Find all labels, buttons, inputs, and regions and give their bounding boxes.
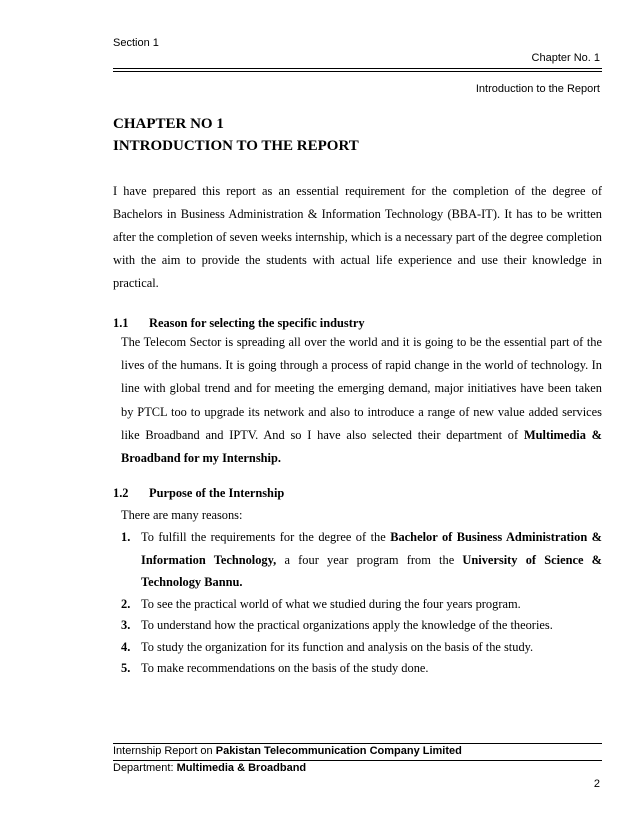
footer-report-line [113, 745, 462, 757]
footer-company: Pakistan Telecommunication Company Limited [215, 745, 462, 757]
footer-rule [113, 743, 602, 744]
footer-rule-thin [113, 760, 602, 761]
section-1-1-number: 1.1 [113, 316, 129, 330]
list-item-text: To make recommendations on the basis of the study done. [141, 661, 429, 675]
list-item [121, 594, 602, 616]
list-item-number: 3. [121, 618, 131, 632]
header-chapter: Chapter No. 1 [531, 52, 600, 64]
header-rule [113, 68, 602, 69]
chapter-title: INTRODUCTION TO THE REPORT [113, 138, 359, 154]
list-item [121, 526, 602, 594]
list-item-text: To fulfill the requirements for the degree of the [141, 530, 391, 544]
chapter-number: CHAPTER NO 1 [113, 116, 224, 132]
list-item [121, 637, 602, 659]
section-1-2-intro: There are many reasons: [121, 508, 243, 522]
section-1-2-title: Purpose of the Internship [149, 486, 285, 500]
list-item-number: 5. [121, 661, 131, 675]
list-item-number: 2. [121, 596, 131, 611]
list-item-text: To study the organization for its function and analysis on the basis of the study. [141, 639, 534, 654]
list-item-text: To see the practical world of what we studied during the four years program. [141, 596, 521, 611]
list-item-text: a four year program from the [276, 552, 463, 567]
list-item-text: To understand how the practical organizations apply the knowledge of the theories. [141, 618, 553, 632]
list-item-number: 4. [121, 639, 131, 654]
footer-report-label: Internship Report on [113, 745, 216, 757]
list-item [121, 615, 602, 637]
footer-department: Multimedia & Broadband [176, 762, 307, 774]
section-1-2-number: 1.2 [113, 486, 129, 500]
page-number: 2 [593, 778, 600, 790]
section-1-1-body [121, 331, 602, 470]
list-item-number: 1. [121, 530, 131, 544]
intro-paragraph: I have prepared this report as an essential requirement for the completion of the degree of Bachelors in Business Administration & Information Technology (BBA-IT). It has to be written after the completion of seven weeks internship, which is a necessary part of the degree completion with the aim to provide the students with actual life experience and use their knowledge in practical. [113, 184, 602, 290]
purpose-list [121, 526, 602, 680]
footer-department-line [113, 762, 306, 774]
header-rule-thin [113, 71, 602, 72]
footer-dept-label: Department: [113, 762, 177, 774]
section-1-1-text: The Telecom Sector is spreading all over the world and it is going to be the essential part of the lives of the humans. It is going through a process of rapid change in the world of technology. In line with global trend and for meeting the emerging demand, major initiatives have been taken by PTCL too to upgrade its network and also to introduce a range of new value added services like Broadband and IPTV. And so I have also selected their department of [121, 335, 602, 442]
header-section: Section 1 [113, 37, 159, 49]
header-subtitle: Introduction to the Report [475, 83, 600, 95]
list-item-bold: Bachelor of Business Administration & Information Technology, [141, 530, 603, 567]
section-1-1-bold-text: Multimedia & Broadband for my Internship. [121, 427, 602, 466]
list-item [121, 658, 602, 680]
section-1-1-title: Reason for selecting the specific industry [149, 316, 365, 330]
list-item-bold: University of Science & Technology Bannu. [141, 552, 602, 589]
